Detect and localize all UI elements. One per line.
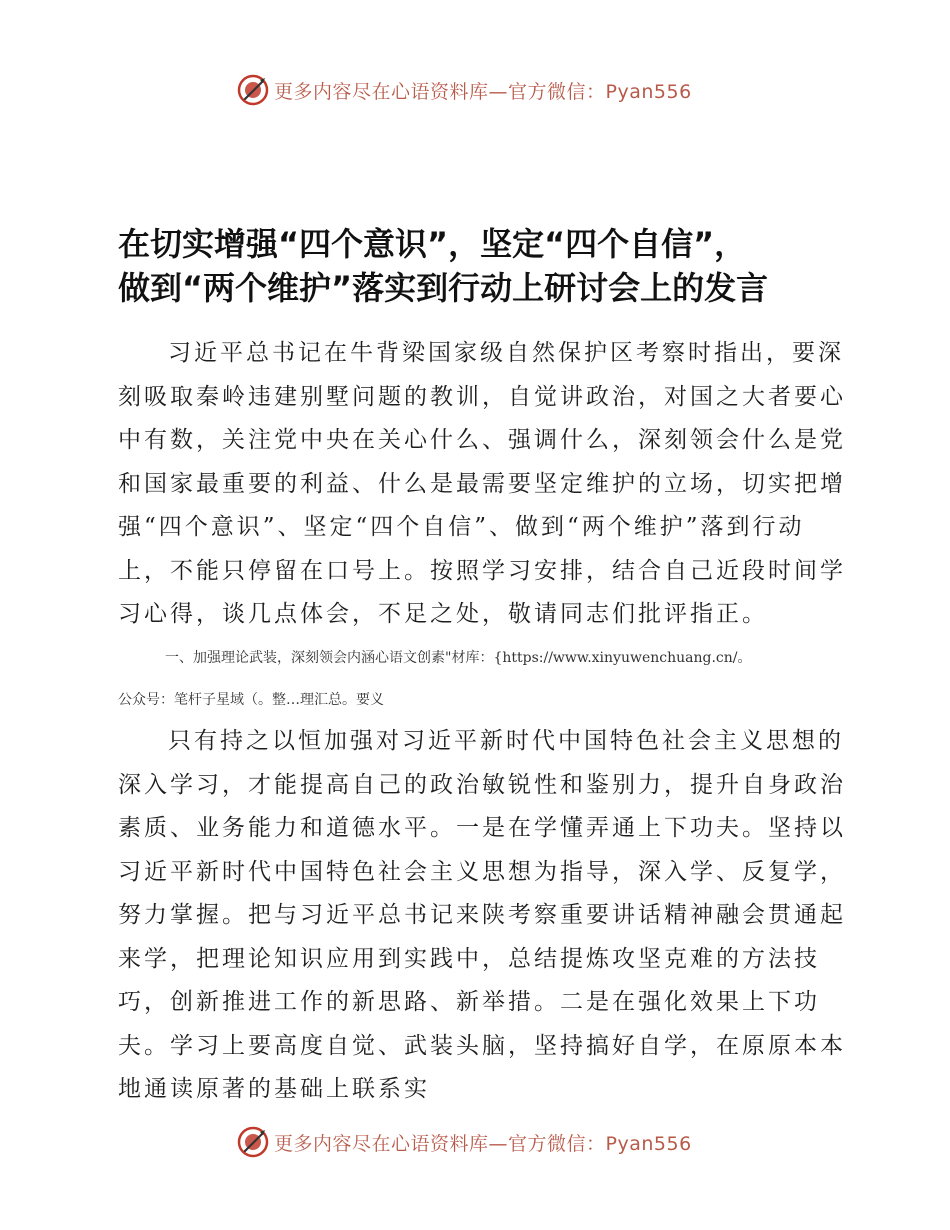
footer-banner (236, 1122, 692, 1162)
document-title (118, 222, 858, 310)
banner-text: 更多内容尽在心语资料库—官方微信：Pyan556 (274, 1132, 692, 1155)
body-paragraph: 只有持之以恒加强对习近平新时代中国特色社会主义思想的深入学习，才能提高自己的政治敏锐性和鉴别力，提升自身政治素质、业务能力和道德水平。一是在学懂弄通上下功夫。坚持以习近平新时代中国特色社会主义思想为指导，深入学、反复学，努力掌握。把与习近平总书记来陕考察重要讲话精神融会贯通起来学，把理论知识应用到实践中，总结提炼攻坚克难的方法技巧，创新推进工作的新思路、新举措。二是在强化效果上下功夫。学习上要高度自觉、武装头脑，坚持搞好自学，在原原本本地通读原著的基础上联系实 (118, 728, 846, 1102)
title-line-2: 做到“两个维护”落实到行动上研讨会上的发言 (118, 269, 769, 307)
brand-logo-icon (236, 1125, 270, 1159)
banner-text: 更多内容尽在心语资料库—官方微信：Pyan556 (274, 80, 692, 103)
title-line-1: 在切实增强“四个意识”，坚定“四个自信”， (118, 225, 747, 263)
intro-paragraph: 习近平总书记在牛背梁国家级自然保护区考察时指出，要深刻吸取秦岭违建别墅问题的教训，自觉讲政治，对国之大者要心中有数，关注党中央在关心什么、强调什么，深刻领会什么是党和国家最重要的利益、什么是最需要坚定维护的立场，切实把增强“四个意识”、坚定“四个自信”、做到“两个维护”落到行动上，不能只停留在口号上。按照学习安排，结合自己近段时间学习心得，谈几点体会，不足之处，敬请同志们批评指正。 (118, 340, 846, 627)
brand-logo-icon (236, 73, 270, 107)
section-heading: 一、加强理论武装，深刻领会内涵心语文创素"材库：{https://www.xinyuwenchuang.cn/。 (165, 650, 752, 666)
source-note: 公众号：笔杆子星域（。整…理汇总。要义 (118, 692, 384, 708)
header-banner (236, 70, 692, 110)
